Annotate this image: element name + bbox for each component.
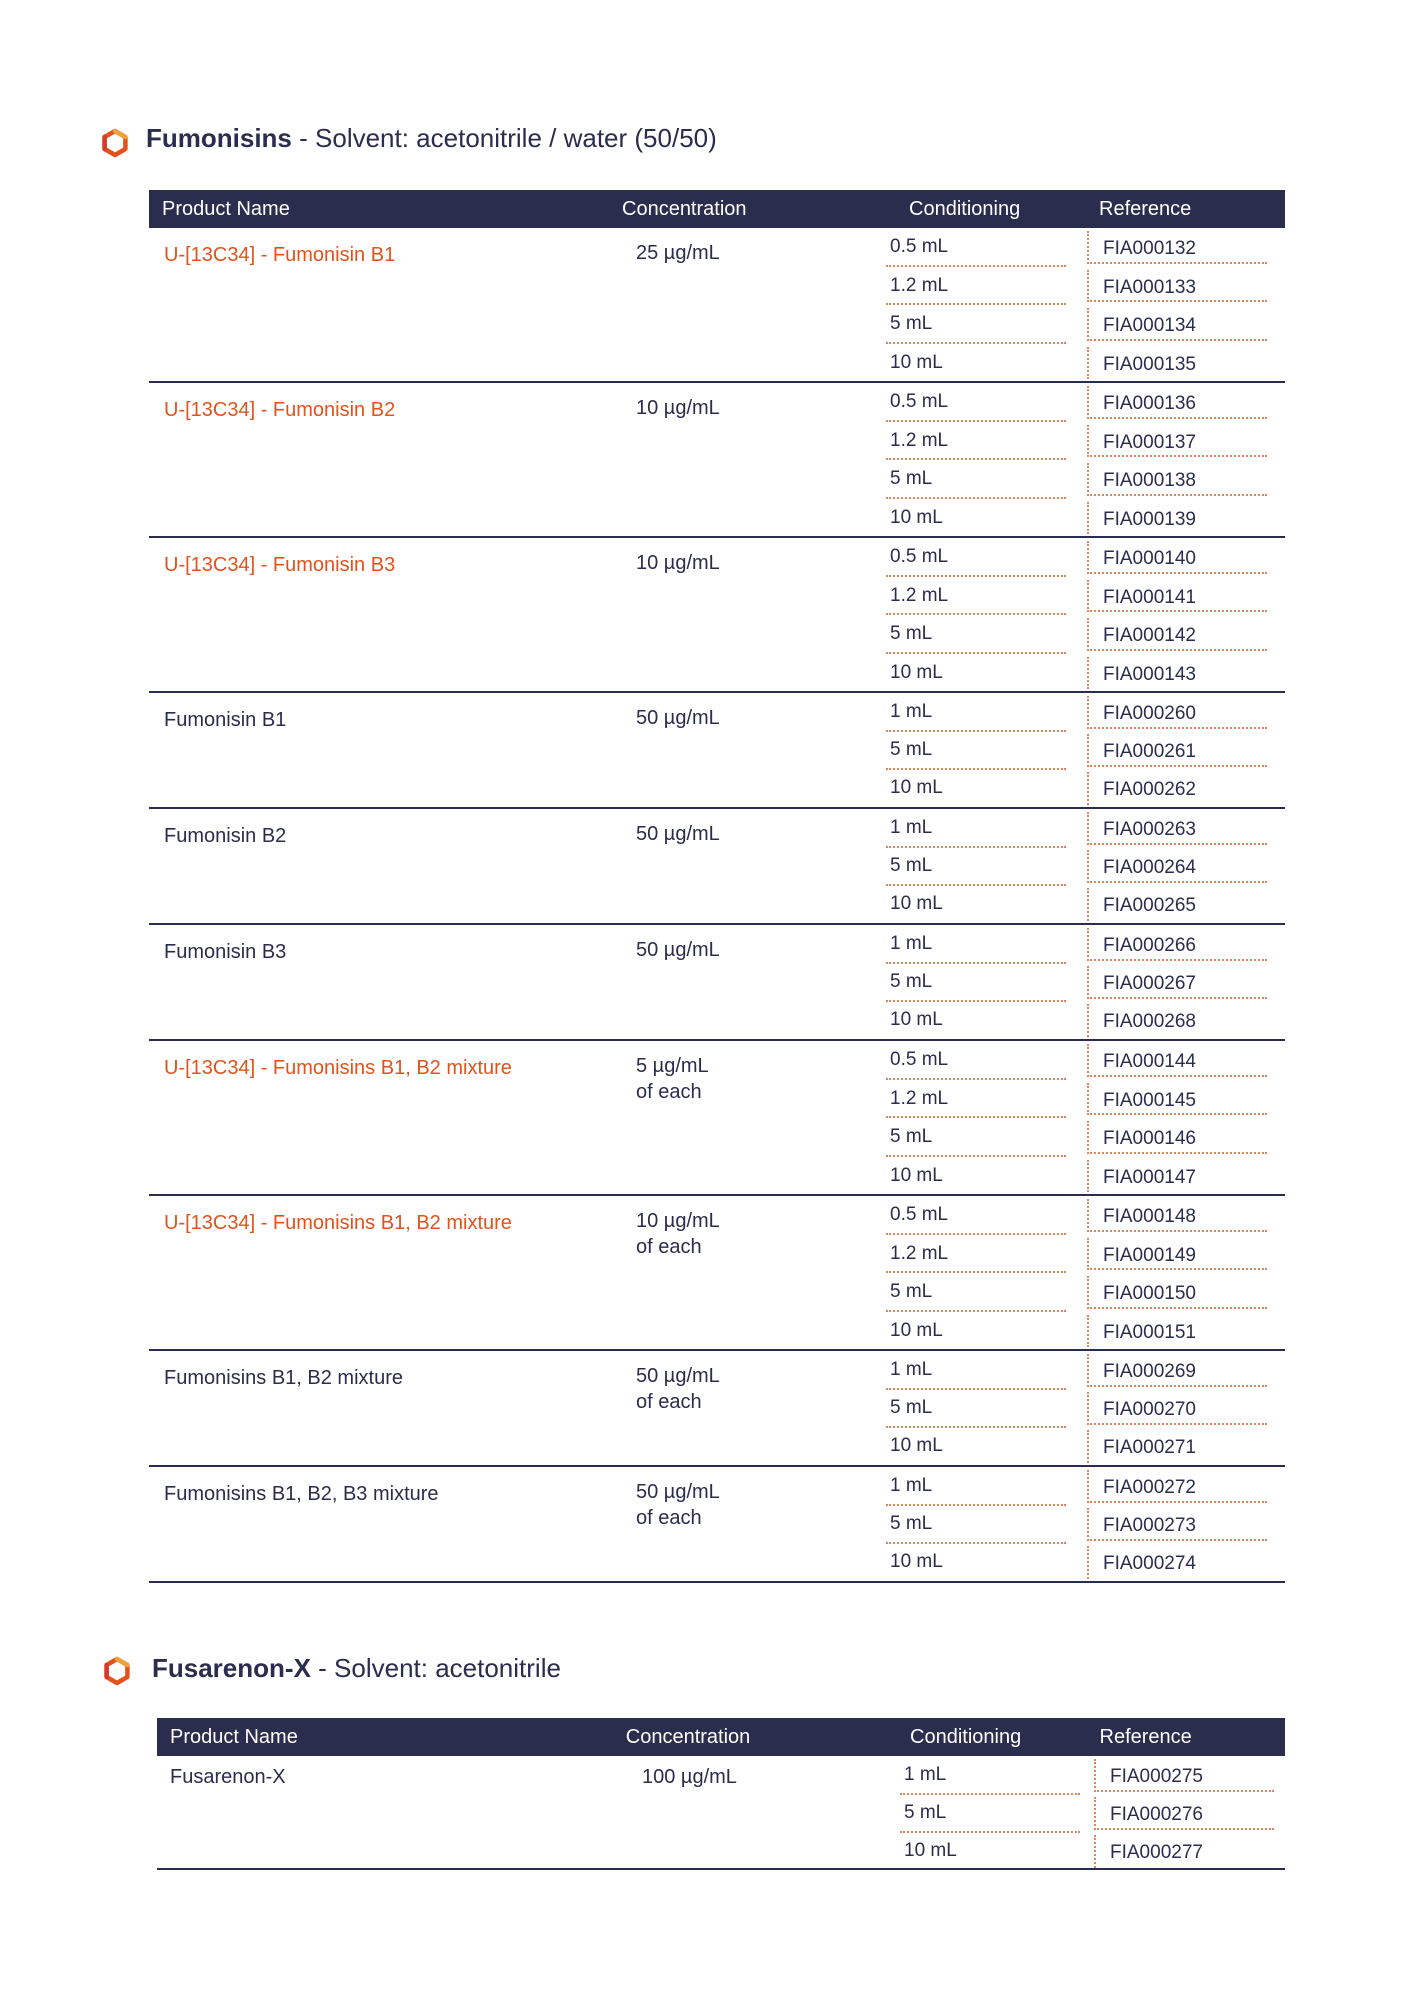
section-title — [146, 123, 717, 154]
table-row — [149, 267, 1285, 306]
section-fusarenon-x — [100, 1648, 1285, 1863]
table-row — [149, 228, 1285, 267]
table-row — [149, 1157, 1285, 1196]
concentration: 50 µg/mL of each — [636, 1365, 720, 1413]
table-row — [149, 1389, 1285, 1428]
conditioning: 0.5 mL — [886, 538, 1066, 577]
section-title — [152, 1653, 561, 1684]
reference: FIA000133 — [1087, 270, 1267, 303]
reference: FIA000143 — [1087, 657, 1267, 690]
header-reference: Reference — [1099, 1725, 1192, 1748]
reference: FIA000267 — [1087, 966, 1267, 999]
reference: FIA000270 — [1087, 1392, 1267, 1425]
table-row — [149, 809, 1285, 848]
concentration: 50 µg/mL — [636, 823, 720, 845]
section-name: Fumonisins — [146, 122, 292, 153]
product-name: U-[13C34] - Fumonisin B3 — [164, 554, 396, 576]
product-group — [157, 1756, 1285, 1870]
conditioning: 1.2 mL — [886, 267, 1066, 306]
reference: FIA000265 — [1087, 888, 1267, 921]
reference: FIA000147 — [1087, 1160, 1267, 1193]
conditioning: 1 mL — [900, 1756, 1080, 1795]
reference: FIA000139 — [1087, 502, 1267, 535]
table-row — [149, 538, 1285, 577]
product-group — [149, 925, 1285, 1041]
header-concentration: Concentration — [622, 197, 747, 220]
hexagon-logo-icon — [100, 128, 130, 158]
table-row — [149, 1196, 1285, 1235]
reference: FIA000276 — [1094, 1797, 1274, 1830]
product-name: Fumonisin B3 — [164, 941, 287, 963]
reference: FIA000132 — [1087, 231, 1267, 264]
conditioning: 10 mL — [890, 1009, 943, 1030]
conditioning: 0.5 mL — [886, 1041, 1066, 1080]
reference: FIA000266 — [1087, 928, 1267, 961]
product-group — [149, 1041, 1285, 1196]
header-product-name: Product Name — [162, 197, 290, 220]
conditioning: 10 mL — [904, 1840, 957, 1861]
table-row — [149, 1543, 1285, 1582]
concentration: 10 µg/mL — [636, 397, 720, 419]
header-product-name: Product Name — [170, 1725, 298, 1748]
table-row — [149, 577, 1285, 616]
table-row — [149, 1118, 1285, 1157]
reference: FIA000275 — [1094, 1759, 1274, 1792]
conditioning: 10 mL — [890, 893, 943, 914]
conditioning: 1 mL — [886, 1351, 1066, 1390]
concentration: 50 µg/mL — [636, 707, 720, 729]
reference: FIA000273 — [1087, 1508, 1267, 1541]
table-row — [157, 1756, 1285, 1795]
conditioning: 5 mL — [900, 1794, 1080, 1833]
table-row — [149, 654, 1285, 693]
reference: FIA000274 — [1087, 1546, 1267, 1579]
conditioning: 5 mL — [886, 847, 1066, 886]
table-row — [149, 615, 1285, 654]
product-group — [149, 228, 1285, 383]
conditioning: 10 mL — [890, 1164, 943, 1186]
conditioning: 1.2 mL — [886, 422, 1066, 461]
concentration: 10 µg/mL — [636, 552, 720, 574]
header-conditioning: Conditioning — [909, 197, 1021, 220]
reference: FIA000272 — [1087, 1470, 1267, 1503]
conditioning: 10 mL — [890, 1319, 943, 1341]
product-name: U-[13C34] - Fumonisin B2 — [164, 399, 396, 421]
section-solvent: - Solvent: acetonitrile / water (50/50) — [291, 122, 717, 153]
section-solvent: - Solvent: acetonitrile — [310, 1652, 561, 1683]
product-group — [149, 1196, 1285, 1351]
table-row — [149, 1235, 1285, 1274]
section-fumonisins — [100, 118, 1285, 1574]
header-conditioning: Conditioning — [910, 1725, 1022, 1748]
reference: FIA000271 — [1087, 1430, 1267, 1463]
conditioning: 5 mL — [886, 305, 1066, 344]
reference: FIA000145 — [1087, 1083, 1267, 1116]
reference: FIA000135 — [1087, 347, 1267, 380]
reference: FIA000142 — [1087, 618, 1267, 651]
product-name: Fumonisins B1, B2 mixture — [164, 1367, 403, 1389]
reference: FIA000261 — [1087, 734, 1267, 767]
conditioning: 1.2 mL — [886, 1080, 1066, 1119]
product-name: Fumonisins B1, B2, B3 mixture — [164, 1483, 439, 1505]
conditioning: 10 mL — [890, 661, 943, 683]
reference: FIA000144 — [1087, 1044, 1267, 1077]
concentration: 50 µg/mL — [636, 939, 720, 961]
conditioning: 5 mL — [886, 1118, 1066, 1157]
reference: FIA000148 — [1087, 1199, 1267, 1232]
conditioning: 0.5 mL — [886, 228, 1066, 267]
concentration: 25 µg/mL — [636, 242, 720, 264]
table-row — [149, 847, 1285, 886]
reference: FIA000151 — [1087, 1315, 1267, 1348]
concentration: 100 µg/mL — [642, 1766, 737, 1788]
table-row — [149, 1001, 1285, 1040]
reference: FIA000263 — [1087, 812, 1267, 845]
table-row — [149, 305, 1285, 344]
section-header — [100, 118, 1285, 158]
table-row — [149, 1080, 1285, 1119]
table-row — [149, 885, 1285, 924]
product-group — [149, 1467, 1285, 1583]
table-row — [149, 1505, 1285, 1544]
reference: FIA000146 — [1087, 1121, 1267, 1154]
reference: FIA000134 — [1087, 308, 1267, 341]
product-name: Fusarenon-X — [170, 1766, 286, 1788]
reference: FIA000269 — [1087, 1354, 1267, 1387]
table-row — [149, 769, 1285, 808]
table-row — [149, 460, 1285, 499]
table-row — [149, 383, 1285, 422]
section-name: Fusarenon-X — [152, 1652, 311, 1683]
table-row — [149, 499, 1285, 538]
product-name: U-[13C34] - Fumonisin B1 — [164, 244, 396, 266]
conditioning: 1 mL — [886, 809, 1066, 848]
conditioning: 5 mL — [886, 460, 1066, 499]
concentration: 50 µg/mL of each — [636, 1481, 720, 1529]
table-row — [149, 1312, 1285, 1351]
conditioning: 1 mL — [886, 925, 1066, 964]
table-row — [149, 1467, 1285, 1506]
product-group — [149, 383, 1285, 538]
product-name: Fumonisin B1 — [164, 709, 287, 731]
reference: FIA000260 — [1087, 696, 1267, 729]
hexagon-logo-icon — [102, 1656, 132, 1686]
table-row — [149, 1273, 1285, 1312]
product-name: Fumonisin B2 — [164, 825, 287, 847]
product-name: U-[13C34] - Fumonisins B1, B2 mixture — [164, 1057, 512, 1079]
conditioning: 5 mL — [886, 1389, 1066, 1428]
reference: FIA000137 — [1087, 425, 1267, 458]
concentration: 5 µg/mL of each — [636, 1055, 709, 1103]
header-concentration: Concentration — [625, 1725, 751, 1748]
conditioning: 10 mL — [890, 1435, 943, 1456]
reference: FIA000140 — [1087, 541, 1267, 574]
conditioning: 1.2 mL — [886, 577, 1066, 616]
product-table — [157, 1718, 1285, 1870]
table-row — [149, 731, 1285, 770]
product-group — [149, 538, 1285, 693]
table-header — [149, 190, 1285, 228]
product-name: U-[13C34] - Fumonisins B1, B2 mixture — [164, 1212, 512, 1234]
table-row — [149, 963, 1285, 1002]
reference: FIA000262 — [1087, 772, 1267, 805]
table-row — [149, 925, 1285, 964]
reference: FIA000277 — [1094, 1835, 1274, 1868]
table-row — [149, 1041, 1285, 1080]
conditioning: 1.2 mL — [886, 1235, 1066, 1274]
conditioning: 5 mL — [886, 963, 1066, 1002]
reference: FIA000141 — [1087, 580, 1267, 613]
header-reference: Reference — [1099, 197, 1192, 220]
conditioning: 10 mL — [890, 777, 943, 798]
product-group — [149, 809, 1285, 925]
table-row — [157, 1832, 1285, 1871]
conditioning: 1 mL — [886, 1467, 1066, 1506]
reference: FIA000264 — [1087, 850, 1267, 883]
table-row — [149, 422, 1285, 461]
table-header — [157, 1718, 1285, 1756]
table-row — [149, 1427, 1285, 1466]
table-row — [149, 1351, 1285, 1390]
product-table — [149, 190, 1285, 1583]
conditioning: 1 mL — [886, 693, 1066, 732]
table-row — [149, 693, 1285, 732]
conditioning: 5 mL — [886, 1505, 1066, 1544]
conditioning: 10 mL — [890, 506, 943, 528]
conditioning: 5 mL — [886, 615, 1066, 654]
conditioning: 0.5 mL — [886, 383, 1066, 422]
conditioning: 5 mL — [886, 1273, 1066, 1312]
conditioning: 0.5 mL — [886, 1196, 1066, 1235]
reference: FIA000149 — [1087, 1238, 1267, 1271]
table-row — [157, 1794, 1285, 1833]
reference: FIA000268 — [1087, 1004, 1267, 1037]
concentration: 10 µg/mL of each — [636, 1210, 720, 1258]
product-group — [149, 1351, 1285, 1467]
conditioning: 10 mL — [890, 1551, 943, 1572]
conditioning: 10 mL — [890, 351, 943, 373]
product-group — [149, 693, 1285, 809]
reference: FIA000150 — [1087, 1276, 1267, 1309]
table-row — [149, 344, 1285, 383]
reference: FIA000136 — [1087, 386, 1267, 419]
section-header — [100, 1648, 1285, 1688]
reference: FIA000138 — [1087, 463, 1267, 496]
conditioning: 5 mL — [886, 731, 1066, 770]
